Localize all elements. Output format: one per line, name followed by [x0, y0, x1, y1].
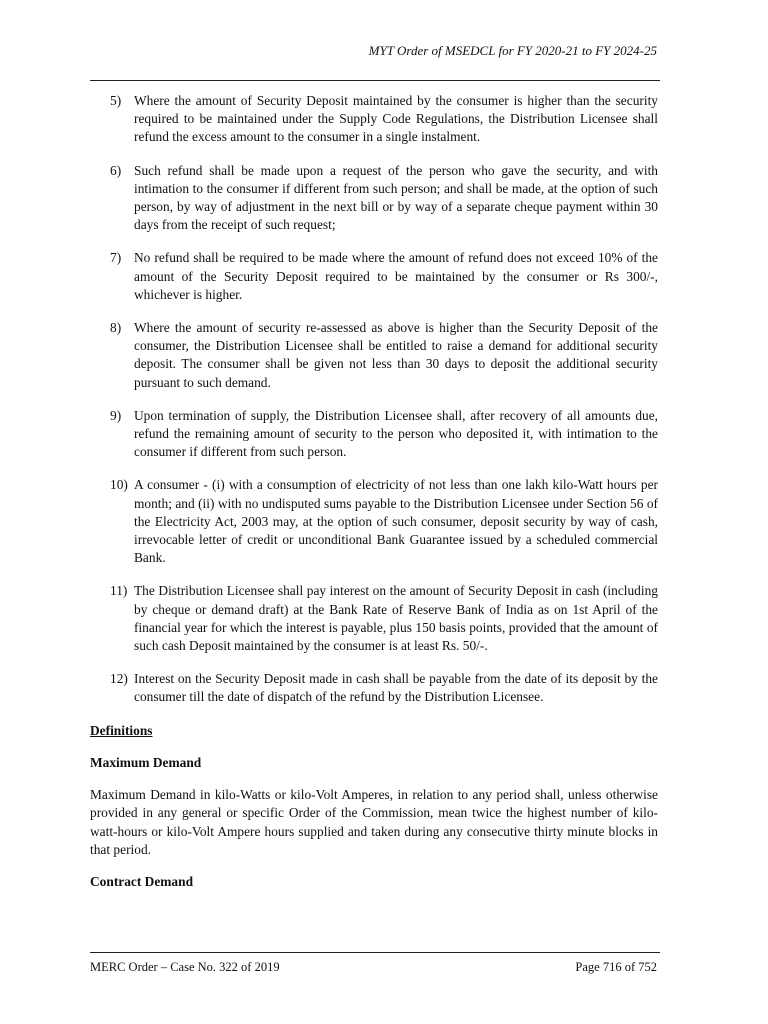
list-item [90, 476, 658, 567]
list-item-text: Upon termination of supply, the Distribution Licensee shall, after recovery of all amounts due, refund the remaining amount of security to the person who deposited it, with intimation to the consumer if different from such person. [134, 407, 658, 460]
list-item-text: The Distribution Licensee shall pay interest on the amount of Security Deposit in cash (including by cheque or demand draft) at the Bank Rate of Reserve Bank of India as on 1st April of the financial year for which the interest is payable, plus 150 basis points, provided that the amount of such cash Deposit maintained by the consumer is at least Rs. 50/-. [134, 583, 658, 654]
maximum-demand-paragraph: Maximum Demand in kilo-Watts or kilo-Volt Amperes, in relation to any period shall, unless otherwise provided in any general or specific Order of the Commission, mean twice the highest number of kilo-watt-hours or kilo-Volt Ampere hours supplied and taken during any consecutive thirty minute blocks in that period. [90, 787, 658, 857]
list-item [90, 249, 658, 304]
list-item [90, 582, 658, 655]
page-header-title: MYT Order of MSEDCL for FY 2020-21 to FY 2024-25 [368, 43, 657, 58]
list-item-text: Interest on the Security Deposit made in cash shall be payable from the date of its deposit by the consumer till the date of dispatch of the refund by the Distribution Licensee. [134, 671, 658, 705]
maximum-demand-heading: Maximum Demand [90, 754, 202, 770]
list-item-text: Such refund shall be made upon a request of the person who gave the security, and with intimation to the consumer if different from such person; and shall be made, at the option of such person, by way of adjustment in the next bill or by way of a separate cheque payment within 30 days from the receipt of such request; [134, 162, 658, 233]
document-body [90, 92, 658, 905]
list-item [90, 92, 658, 147]
list-item [90, 162, 658, 235]
list-item-number: 7) [110, 250, 122, 266]
list-item-number: 6) [110, 162, 122, 178]
list-item [90, 407, 658, 462]
list-item-number: 8) [110, 320, 122, 336]
list-item-text: Where the amount of Security Deposit maintained by the consumer is higher than the security required to be maintained under the Supply Code Regulations, the Distribution Licensee shall refund the excess amount to the consumer in a single instalment. [134, 93, 658, 145]
list-item [90, 670, 658, 706]
list-item-number: 5) [110, 93, 122, 108]
list-item-text: Where the amount of security re-assessed as above is higher than the Security Deposit of the consumer, the Distribution Licensee shall be entitled to raise a demand for additional security deposit. The consumer shall be given not less than 30 days to deposit the additional security pursuant to such demand. [134, 320, 658, 390]
list-item [90, 319, 658, 392]
list-item-number: 12) [110, 671, 128, 687]
footer-divider [90, 952, 660, 953]
contract-demand-heading: Contract Demand [90, 873, 194, 889]
header-divider [90, 80, 660, 81]
list-item-number: 9) [110, 407, 122, 423]
list-item-number: 11) [110, 583, 128, 599]
list-item-text: No refund shall be required to be made where the amount of refund does not exceed 10% of the amount of the Security Deposit required to be maintained by the consumer or Rs 300/-, whichever is higher. [134, 250, 658, 302]
list-item-number: 10) [110, 477, 128, 493]
footer-page-number: Page 716 of 752 [575, 960, 657, 974]
list-item-text: A consumer - (i) with a consumption of electricity of not less than one lakh kilo-Watt hours per month; and (ii) with no undisputed sums payable to the Distribution Licensee under Section 56 of the Electricity Act, 2003 may, at the option of such consumer, deposit security by way of cash, irrevocable letter of credit or unconditional Bank Guarantee issued by a scheduled commercial Bank. [134, 477, 658, 566]
footer-case-reference: MERC Order – Case No. 322 of 2019 [90, 960, 280, 974]
definitions-heading: Definitions [90, 722, 153, 738]
